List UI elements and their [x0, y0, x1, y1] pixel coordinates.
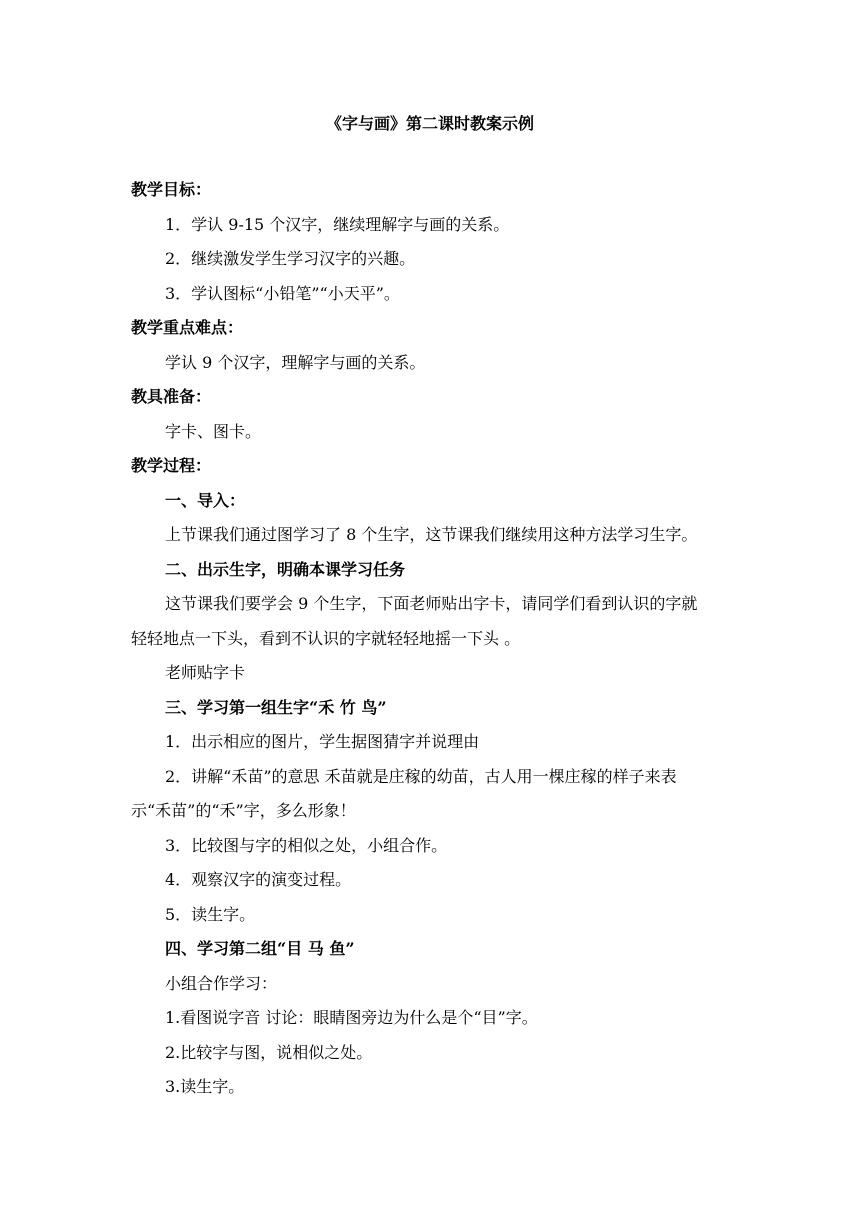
- step-item-4: 4．观察汉字的演变过程。: [165, 870, 352, 889]
- paragraph-line: 上节课我们通过图学习了 8 个生字，这节课我们继续用这种方法学习生字。: [165, 525, 698, 544]
- goal-item-3: 3．学认图标“小铅笔”“小天平”。: [165, 283, 400, 303]
- heading-process: 教学过程：: [131, 456, 212, 475]
- document-body: [131, 173, 751, 1105]
- heading-teaching-goals: 教学目标：: [131, 180, 212, 199]
- group-two-item-1: 1.看图说字音 讨论：眼睛图旁边为什么是个“目”字。: [165, 1008, 538, 1027]
- goal-item-1: 1．学认 9-15 个汉字，继续理解字与画的关系。: [165, 214, 510, 234]
- section-heading-show-characters: 二、出示生字，明确本课学习任务: [165, 559, 406, 579]
- materials-text: 字卡、图卡。: [165, 421, 262, 441]
- paragraph-line: 老师贴字卡: [165, 663, 246, 682]
- heading-materials: 教具准备：: [131, 387, 212, 406]
- section-heading-group-two: 四、学习第二组“目 马 鱼”: [165, 939, 355, 958]
- group-two-item-2: 2.比较字与图，说相似之处。: [165, 1042, 373, 1062]
- paragraph-line: 小组合作学习：: [165, 973, 278, 993]
- document-title: 《字与画》第二课时教案示例: [325, 114, 534, 133]
- step-item-2-continued: 示“禾苗”的“禾”字，多么形象！: [131, 801, 356, 820]
- group-two-item-3: 3.读生字。: [165, 1077, 245, 1096]
- step-item-1: 1．出示相应的图片，学生据图猜字并说理由: [165, 732, 480, 751]
- goal-item-2: 2．继续激发学生学习汉字的兴趣。: [165, 249, 416, 268]
- key-points-text: 学认 9 个汉字，理解字与画的关系。: [165, 352, 426, 372]
- paragraph-line: 轻轻地点一下头，看到不认识的字就轻轻地摇一下头 。: [131, 628, 521, 648]
- heading-key-points: 教学重点难点：: [131, 318, 244, 337]
- step-item-5: 5．读生字。: [165, 904, 256, 924]
- section-heading-group-one: 三、学习第一组生字“禾 竹 鸟”: [165, 697, 387, 717]
- step-item-3: 3．比较图与字的相似之处，小组合作。: [165, 835, 448, 855]
- paragraph-line: 这节课我们要学会 9 个生字，下面老师贴出字卡，请同学们看到认识的字就: [165, 594, 698, 613]
- step-item-2: 2．讲解“禾苗”的意思 禾苗就是庄稼的幼苗，古人用一棵庄稼的样子来表: [165, 766, 677, 786]
- section-heading-intro: 一、导入：: [165, 490, 246, 510]
